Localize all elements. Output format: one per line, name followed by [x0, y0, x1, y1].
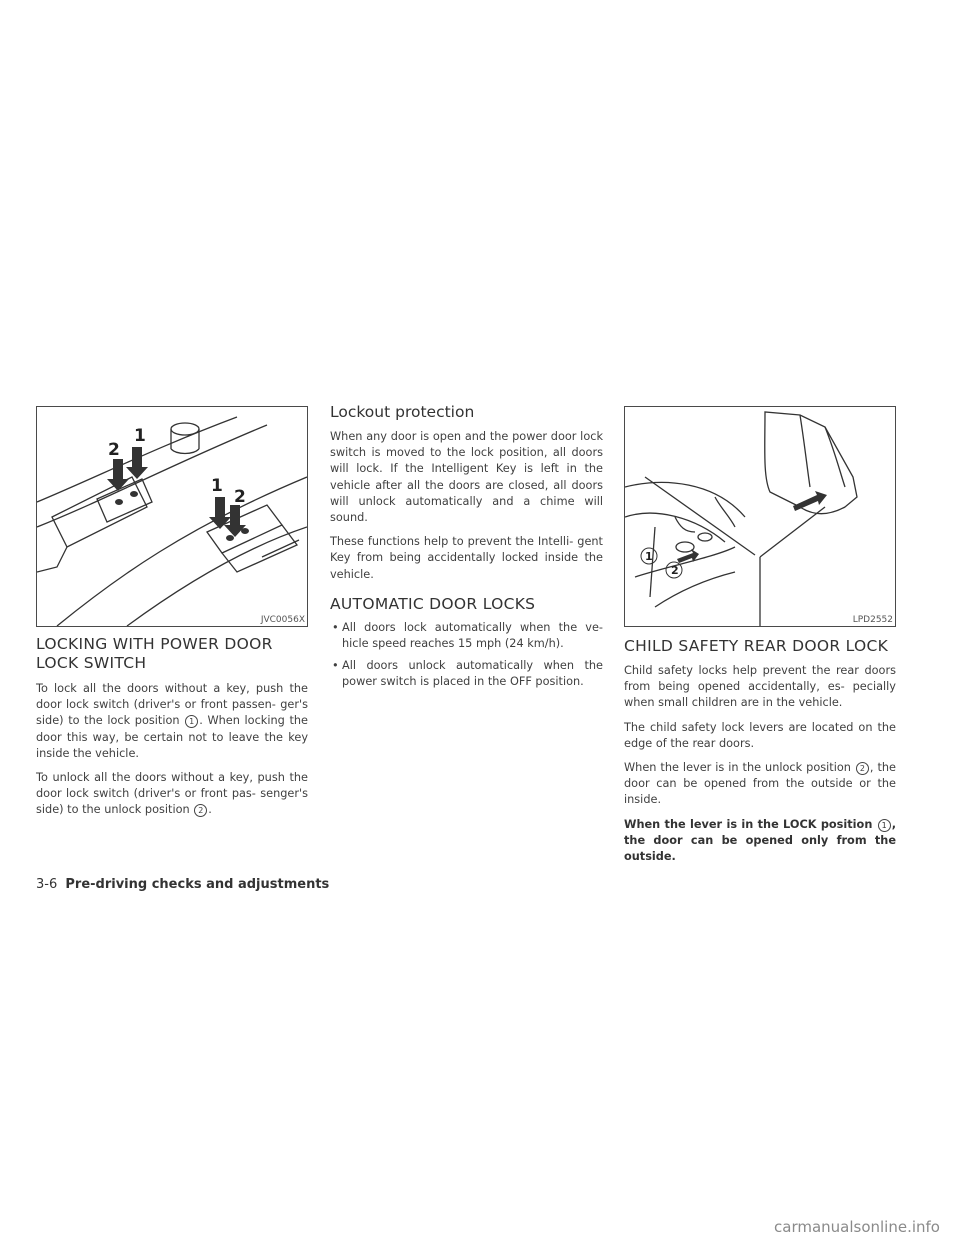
heading-line-2: LOCK SWITCH — [36, 654, 147, 672]
figure-code: LPD2552 — [852, 615, 893, 625]
fig-left-label-1b: 1 — [211, 476, 223, 496]
automatic-door-locks-heading: AUTOMATIC DOOR LOCKS — [330, 594, 536, 613]
list-item: • All doors unlock automatically when the power switch is placed in the OFF position. — [330, 658, 603, 690]
unlock-text-after: . — [208, 803, 212, 817]
child-safety-paragraph-1: Child safety locks help prevent the rear doors from being opened accidentally, es- pecially when small children are in the vehicle. — [624, 664, 896, 710]
lock-paragraph — [36, 681, 308, 762]
watermark-text: carmanualsonline.info — [774, 1218, 940, 1236]
automatic-lock-list — [330, 620, 603, 691]
list-item: • All doors lock automatically when the ve- hicle speed reaches 15 mph (24 km/h). — [330, 620, 603, 652]
lock-text-before: To lock all the doors without a key, push the door lock switch (driver's or front passen- ger's side) to the lock position — [36, 682, 308, 728]
child-safety-paragraph-3 — [624, 760, 896, 809]
circled-number-2-icon: 2 — [194, 804, 207, 817]
page-footer — [36, 877, 329, 892]
middle-column — [330, 403, 603, 697]
heading-line-1: LOCKING WITH POWER DOOR — [36, 635, 273, 653]
circled-number-1-icon: 1 — [878, 819, 891, 832]
child-safety-paragraph-4 — [624, 817, 896, 866]
page-number: 3-6 — [36, 877, 58, 892]
unlock-paragraph — [36, 770, 308, 819]
figure-child-safety-lock — [624, 406, 896, 627]
lock-lever-text-before: When the lever is in the LOCK position — [624, 817, 873, 831]
left-column — [36, 635, 308, 827]
fig-left-label-2a: 2 — [108, 440, 120, 460]
figure-code: JVC0056X — [260, 615, 305, 625]
fig-left-label-2b: 2 — [234, 487, 246, 507]
lock-lever-text-after: , the door can be opened only from the outside. — [624, 817, 896, 864]
fig-right-label-1: 1 — [645, 550, 653, 563]
power-door-lock-switch-illustration — [37, 407, 307, 626]
right-column — [624, 637, 896, 873]
unlock-lever-text-after: , the door can be opened from the outside or the inside. — [624, 761, 896, 807]
unlock-lever-text-before: When the lever is in the unlock position — [624, 761, 851, 775]
lock-text-after: . When locking the door this way, be certain not to leave the key inside the vehicle. — [36, 714, 308, 760]
circled-number-1-icon: 1 — [185, 715, 198, 728]
lockout-paragraph-2: These functions help to prevent the Intelli- gent Key from being accidentally locked inside the vehicle. — [330, 535, 603, 581]
figure-power-door-lock-switch — [36, 406, 308, 627]
child-safety-heading: CHILD SAFETY REAR DOOR LOCK — [624, 637, 889, 655]
section-heading-power-door-lock — [36, 635, 308, 673]
child-safety-lock-illustration — [625, 407, 895, 626]
child-safety-paragraph-2: The child safety lock levers are located on the edge of the rear doors. — [624, 720, 896, 750]
lockout-paragraph-1: When any door is open and the power door lock switch is moved to the lock position, all doors will lock. If the Intelligent Key is left in the vehicle after all the doors are closed, all doors will unlock automatically and a chime will sound. — [330, 430, 603, 525]
fig-left-label-1a: 1 — [134, 426, 146, 446]
lockout-protection-heading: Lockout protection — [330, 403, 475, 421]
unlock-text-before: To unlock all the doors without a key, push the door lock switch (driver's or front pas- senger's side) to the unlock position — [36, 771, 308, 817]
circled-number-2-icon: 2 — [856, 762, 869, 775]
chapter-title: Pre-driving checks and adjustments — [65, 877, 330, 892]
fig-right-label-2: 2 — [671, 564, 679, 577]
